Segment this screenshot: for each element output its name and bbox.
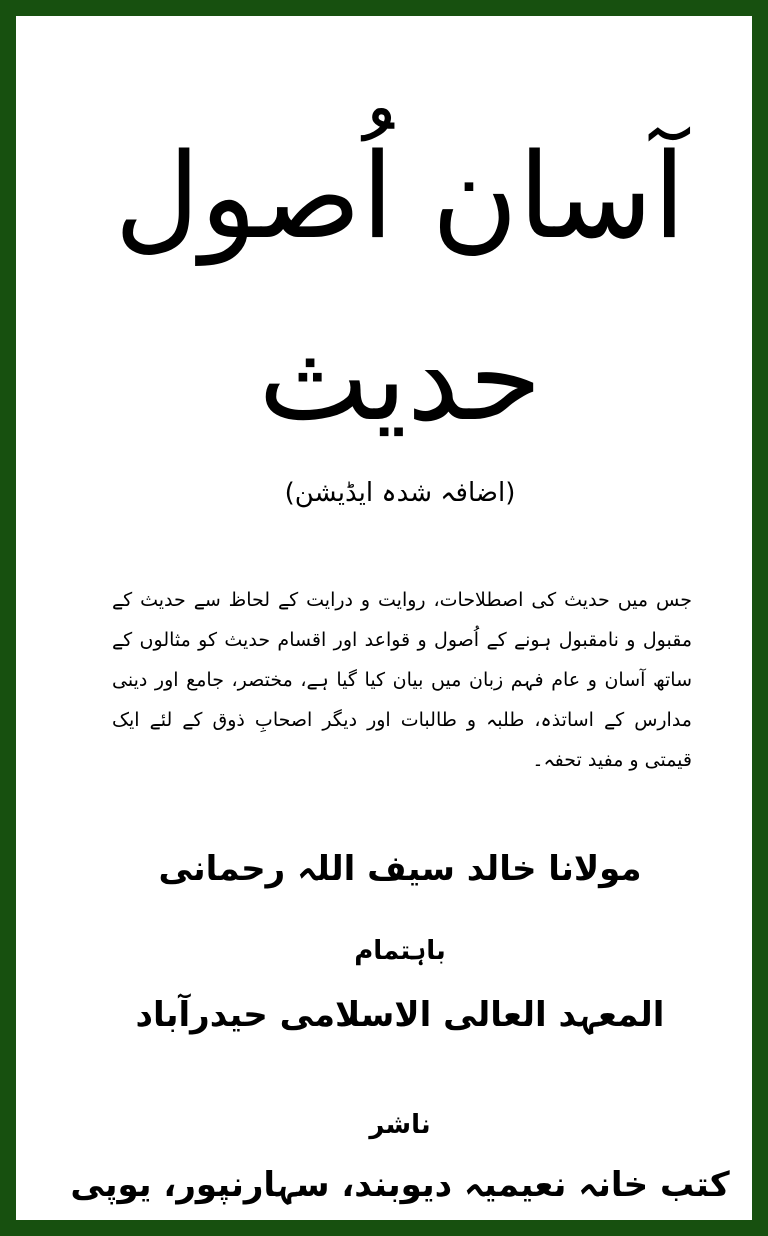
author-name: مولانا خالد سیف اللہ رحمانی: [158, 849, 642, 889]
title-line-1: آسان اُصول: [114, 127, 686, 265]
edition-note: (اضافہ شدہ ایڈیشن): [284, 478, 516, 508]
publisher-label: ناشر: [369, 1110, 431, 1140]
book-cover-page: [32, 32, 768, 1236]
publisher-name: کتب خانہ نعیمیہ دیوبند، سہارنپور، یوپی: [70, 1165, 730, 1205]
description-paragraph: جس میں حدیث کی اصطلاحات، روایت و درایت کے لحاظ سے حدیث کے مقبول و نامقبول ہونے کے اُصول و قواعد اور اقسام حدیث کو مثالوں کے ساتھ آسان و عام فہم زبان میں بیان کیا گیا ہے، مختصر، جامع اور دینی مدارس کے اساتذہ، طلبہ و طالبات اور دیگر اصحابِ ذوق کے لئے ایک قیمتی و مفید تحفہ۔: [112, 589, 692, 771]
title-line-2: حدیث: [258, 309, 542, 447]
management-label: باہتمام: [354, 936, 446, 966]
institute-name: المعہد العالی الاسلامی حیدرآباد: [135, 995, 665, 1035]
